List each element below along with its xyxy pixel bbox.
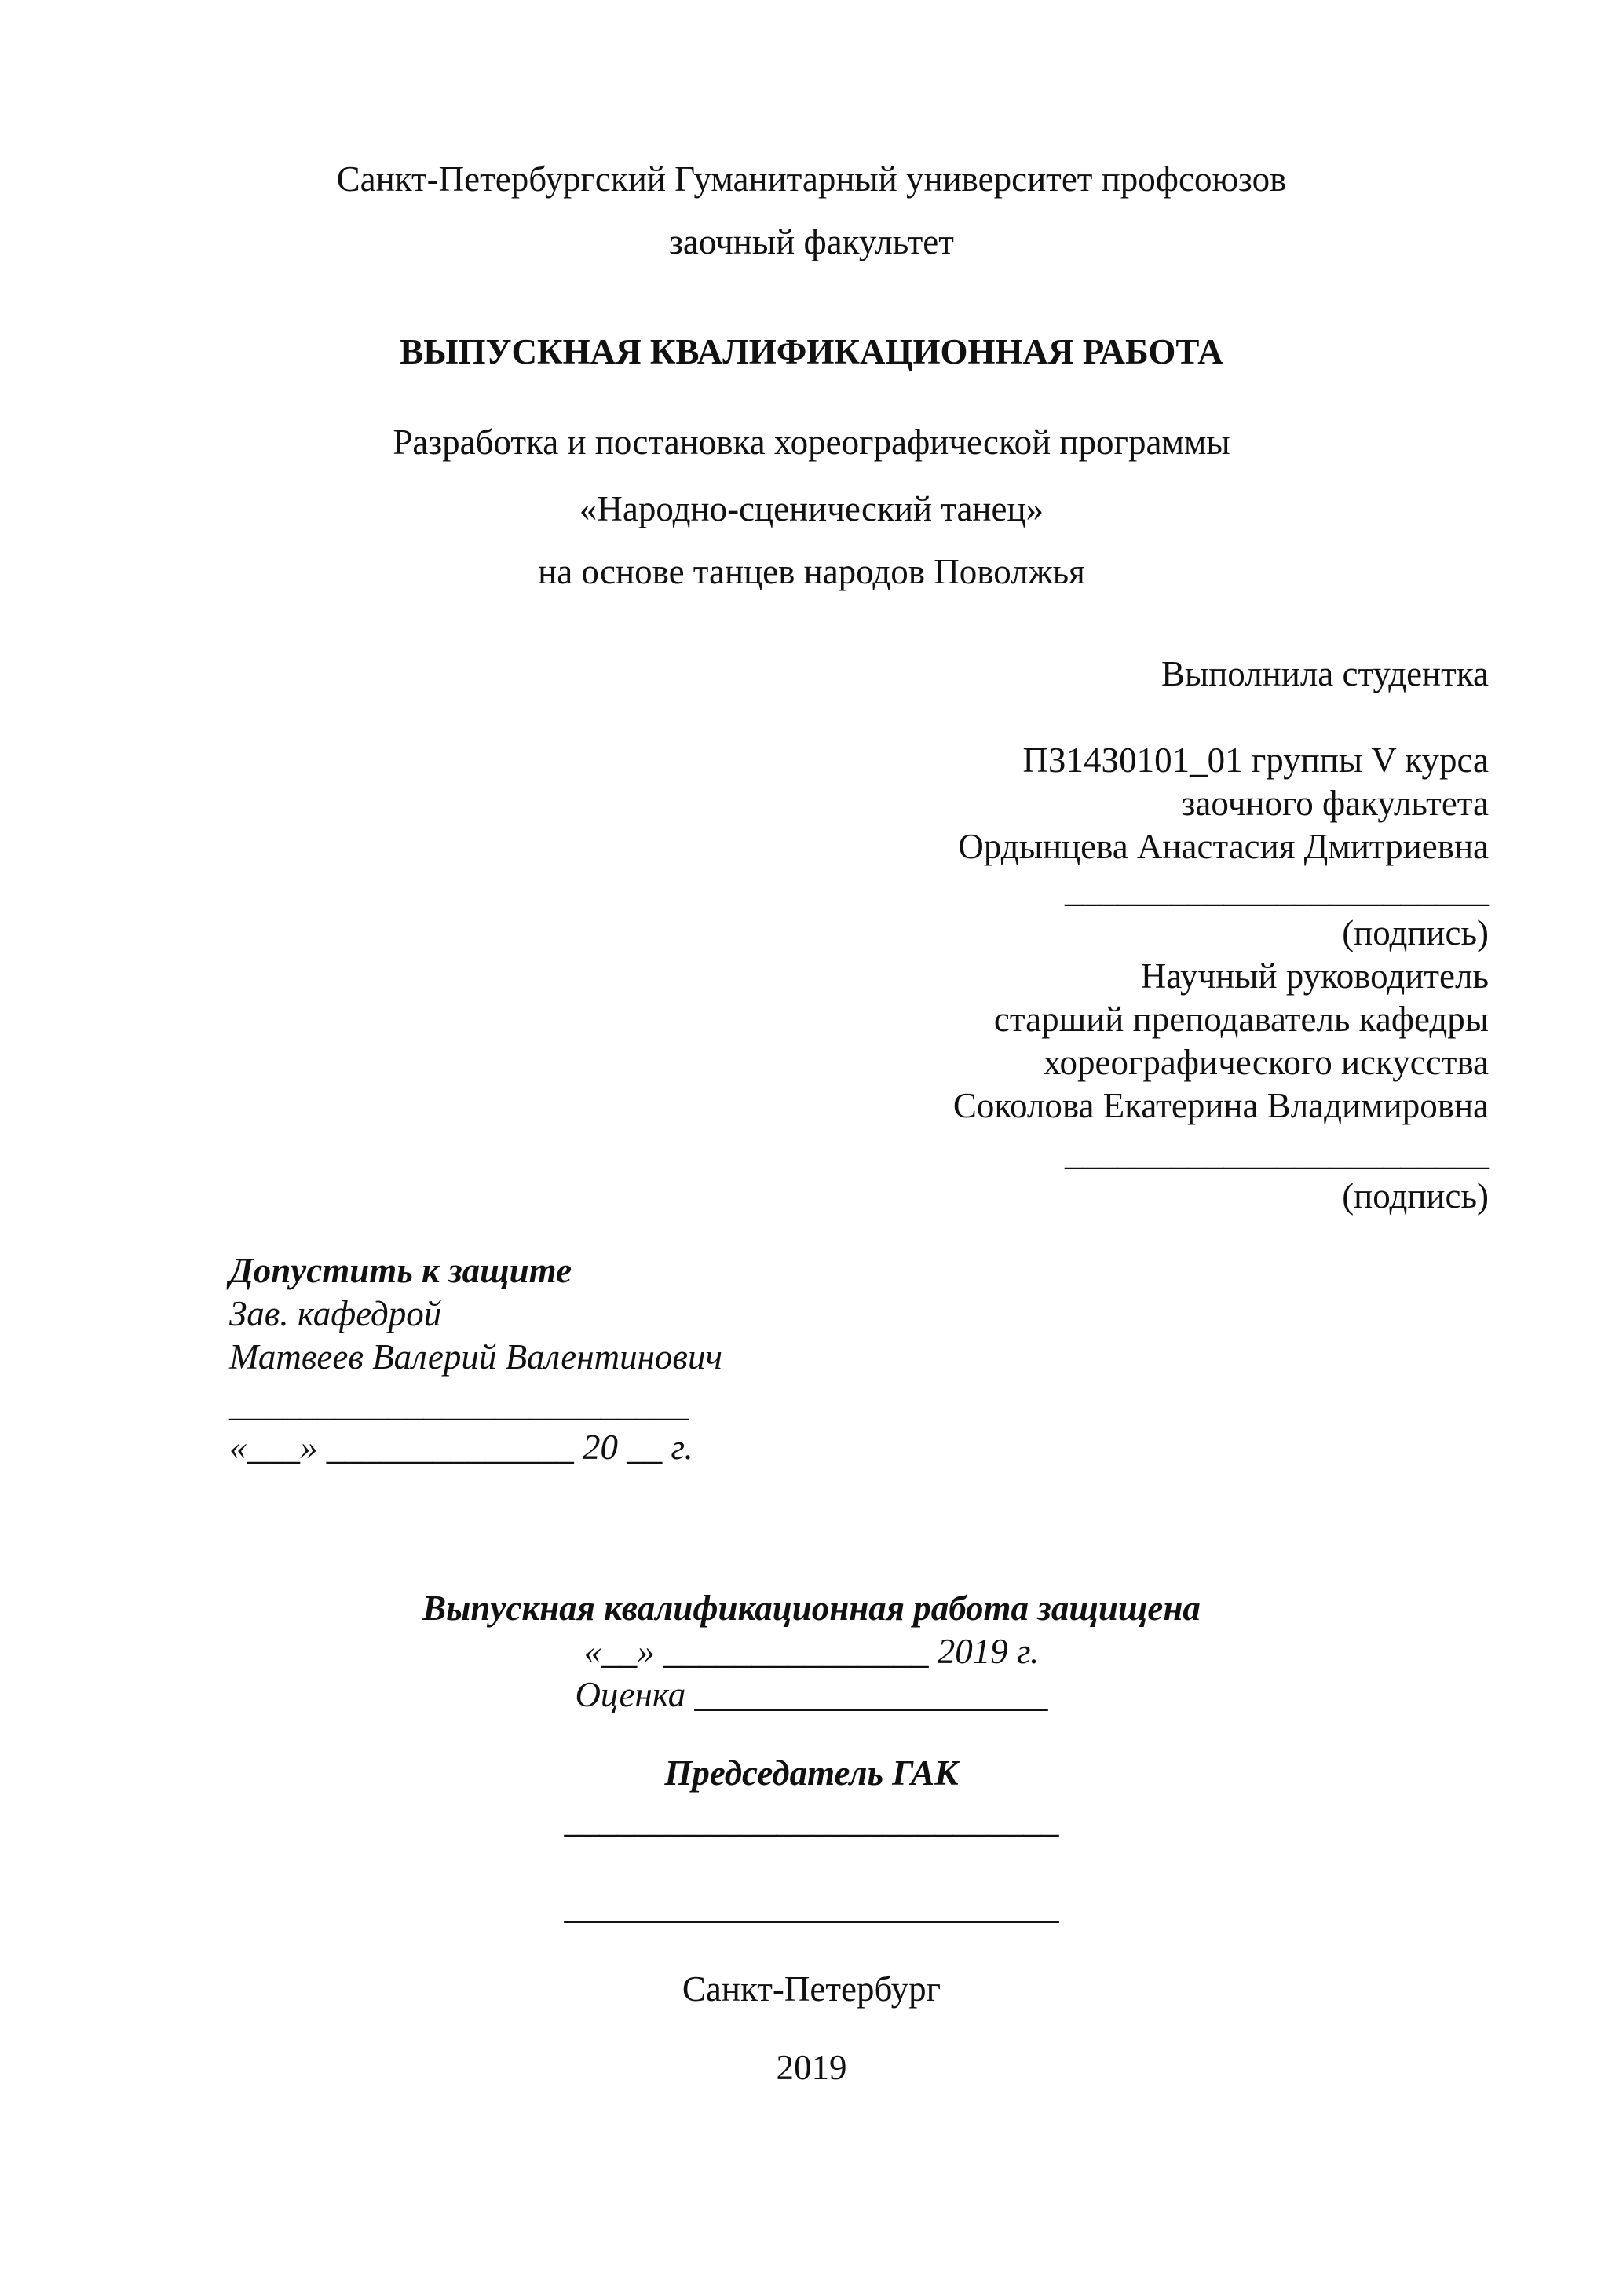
student-name: Ордынцева Анастасия Дмитриевна — [958, 827, 1489, 866]
student-signature-line: ________________________ — [1065, 870, 1489, 909]
admission-heading: Допустить к защите — [229, 1251, 572, 1290]
footer-year: 2019 — [776, 2048, 847, 2087]
chairman-label: Председатель ГАК — [664, 1753, 959, 1793]
student-label: Выполнила студентка — [1161, 654, 1489, 693]
admission-signature-line: __________________________ — [229, 1384, 689, 1424]
supervisor-label: Научный руководитель — [1140, 956, 1489, 996]
faculty-name: заочный факультет — [669, 222, 954, 261]
defense-grade-line: Оценка ____________________ — [575, 1675, 1048, 1714]
student-group: ПЗ14З0101_01 группы V курса — [1022, 740, 1489, 780]
topic-line-2: «Народно-сценический танец» — [579, 489, 1044, 528]
supervisor-signature-caption: (подпись) — [1342, 1176, 1489, 1216]
chairman-signature-line-1: ____________________________ — [564, 1801, 1059, 1840]
supervisor-position-2: хореографического искусства — [1043, 1043, 1489, 1082]
footer-city: Санкт-Петербург — [682, 1969, 941, 2009]
admission-date-line: «___» ______________ 20 __ г. — [229, 1428, 693, 1467]
document-type: ВЫПУСКНАЯ КВАЛИФИКАЦИОННАЯ РАБОТА — [400, 332, 1223, 371]
supervisor-signature-line: ________________________ — [1065, 1133, 1489, 1172]
supervisor-name: Соколова Екатерина Владимировна — [952, 1086, 1489, 1125]
chairman-signature-line-2: ____________________________ — [564, 1887, 1059, 1926]
university-name: Санкт-Петербургский Гуманитарный университет профсоюзов — [336, 159, 1287, 199]
topic-line-3: на основе танцев народов Поволжья — [538, 552, 1085, 591]
student-faculty: заочного факультета — [1181, 784, 1489, 823]
defense-heading: Выпускная квалификационная работа защищена — [422, 1589, 1201, 1628]
admission-head-name: Матвеев Валерий Валентинович — [229, 1337, 722, 1377]
student-signature-caption: (подпись) — [1342, 913, 1489, 952]
topic-line-1: Разработка и постановка хореографической программы — [393, 422, 1230, 462]
admission-role: Зав. кафедрой — [229, 1294, 442, 1333]
defense-date-line: «__» _______________ 2019 г. — [583, 1632, 1040, 1671]
supervisor-position-1: старший преподаватель кафедры — [993, 1000, 1489, 1039]
